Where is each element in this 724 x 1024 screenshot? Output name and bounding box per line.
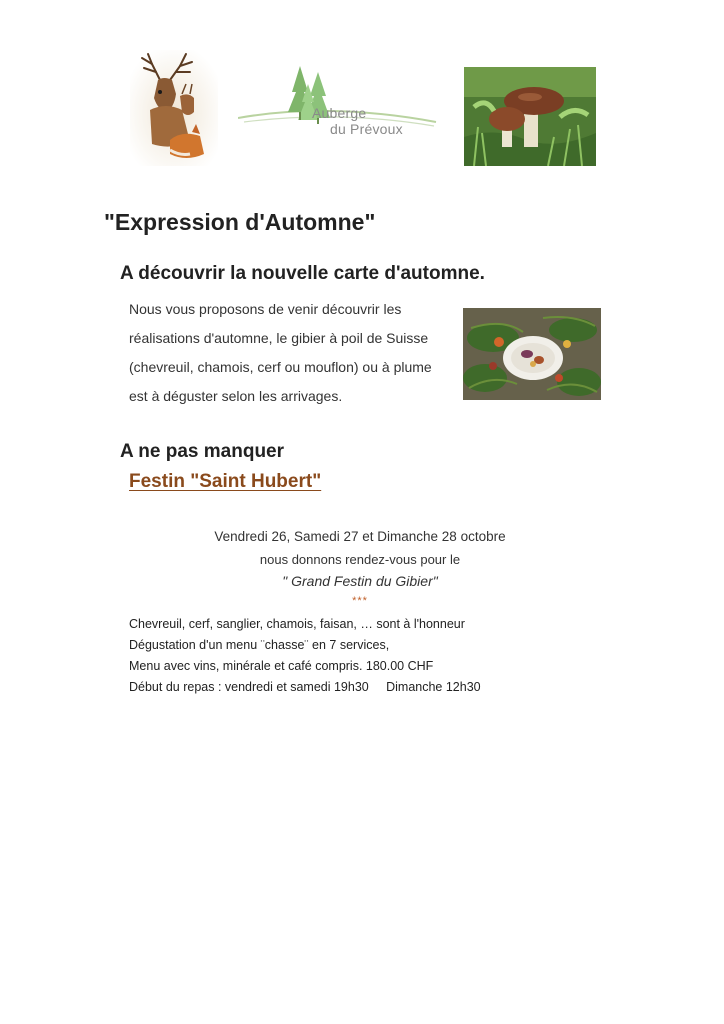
event-dates: Vendredi 26, Samedi 27 et Dimanche 28 octobre: [214, 529, 506, 544]
game-dish-photo: [463, 308, 601, 400]
mushroom-photo: [464, 67, 596, 166]
subtitle: A découvrir la nouvelle carte d'automne.: [120, 263, 485, 284]
logo-text-line-2: du Prévoux: [330, 121, 403, 137]
intro-line: est à déguster selon les arrivages.: [129, 388, 343, 404]
page-title: "Expression d'Automne": [104, 209, 376, 235]
deer-illustration: [130, 50, 218, 166]
detail-line: Menu avec vins, minérale et café compris. 180.00 CHF: [129, 659, 434, 673]
detail-line: Dégustation d'un menu ¨chasse¨ en 7 services,: [129, 638, 390, 652]
intro-line: Nous vous proposons de venir découvrir les: [129, 301, 402, 317]
decorative-stars: ***: [352, 595, 368, 607]
section-title: A ne pas manquer: [120, 441, 285, 462]
intro-line: réalisations d'automne, le gibier à poil de Suisse: [129, 330, 429, 346]
logo-text-line-1: Auberge: [312, 105, 367, 121]
detail-line: Chevreuil, cerf, sanglier, chamois, faisan, … sont à l'honneur: [129, 617, 465, 631]
event-name: " Grand Festin du Gibier": [282, 573, 438, 589]
detail-line: Début du repas : vendredi et samedi 19h30 Dimanche 12h30: [129, 680, 481, 694]
auberge-logo: [238, 62, 438, 146]
intro-line: (chevreuil, chamois, cerf ou mouflon) ou à plume: [129, 359, 432, 375]
event-invitation: nous donnons rendez-vous pour le: [259, 552, 461, 567]
festin-title-link[interactable]: Festin "Saint Hubert": [129, 471, 322, 492]
